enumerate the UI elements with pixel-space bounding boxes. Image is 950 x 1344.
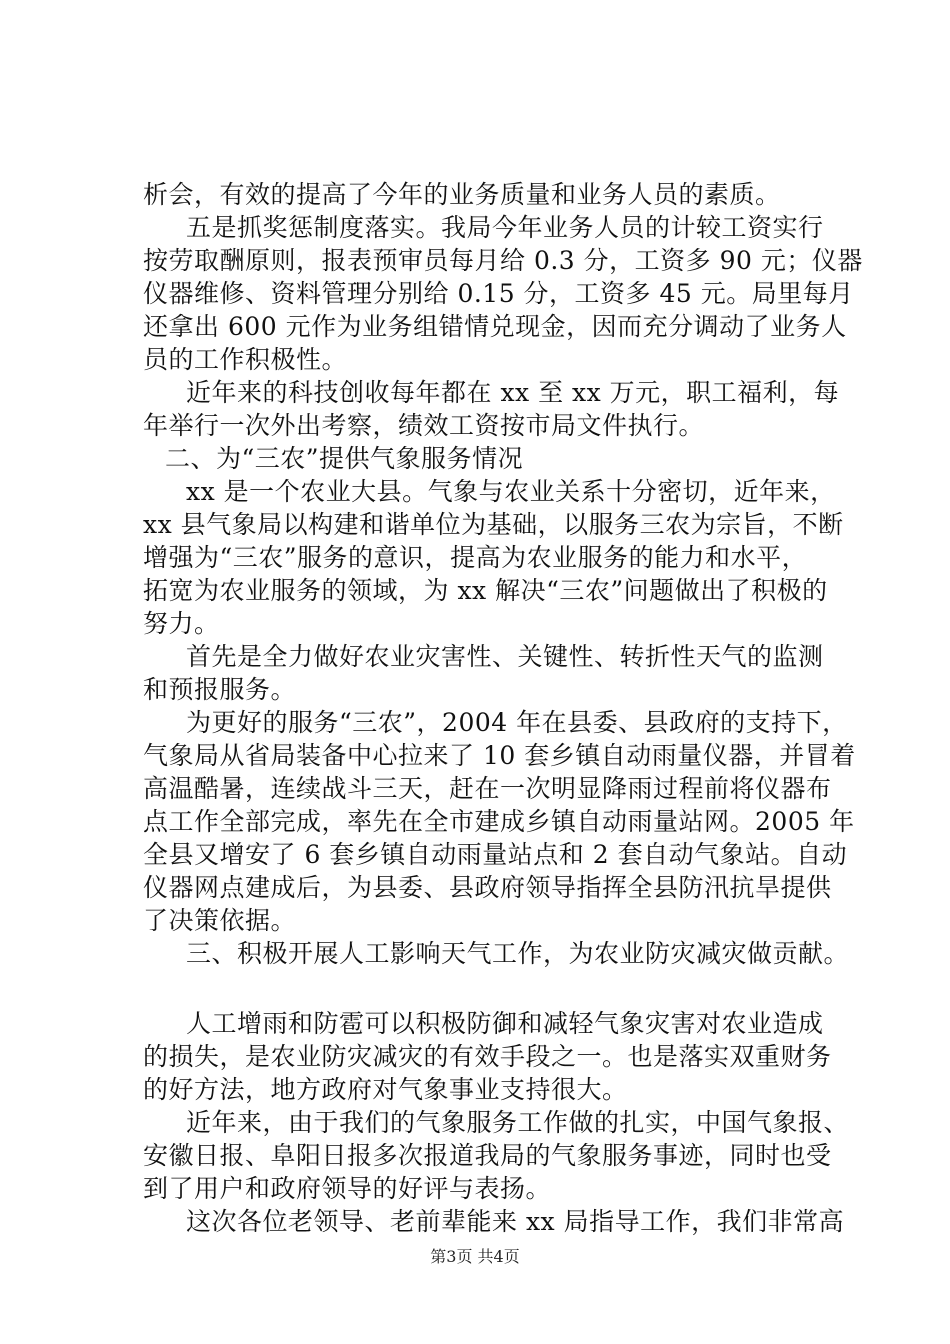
text-line: 仪器网点建成后，为县委、县政府领导指挥全县防汛抗旱提供 [143,873,832,902]
text-line: 五是抓奖惩制度落实。我局今年业务人员的计较工资实行 [186,213,824,242]
text-line: 仪器维修、资料管理分别给 0.15 分，工资多 45 元。局里每月 [143,279,854,308]
section-heading: 二、为“三农”提供气象服务情况 [165,444,524,473]
text-line: 近年来，由于我们的气象服务工作做的扎实，中国气象报、 [186,1108,850,1137]
text-line: 了决策依据。 [143,906,297,935]
text-line: xx 县气象局以构建和谐单位为基础，以服务三农为宗旨，不断 [143,510,844,539]
text-line: 这次各位老领导、老前辈能来 xx 局指导工作，我们非常高 [186,1207,845,1236]
section-heading: 三、积极开展人工影响天气工作，为农业防灾减灾做贡献。 [186,939,850,968]
text-line: xx 是一个农业大县。气象与农业关系十分密切，近年来， [186,477,836,506]
text-line: 年举行一次外出考察，绩效工资按市局文件执行。 [143,411,705,440]
text-line: 按劳取酬原则，报表预审员每月给 0.3 分，工资多 90 元；仪器 [143,246,863,275]
text-line: 到了用户和政府领导的好评与表扬。 [143,1174,552,1203]
text-line: 析会，有效的提高了今年的业务质量和业务人员的素质。 [143,180,781,209]
text-line: 全县又增安了 6 套乡镇自动雨量站点和 2 套自动气象站。自动 [143,840,848,869]
text-line: 近年来的科技创收每年都在 xx 至 xx 万元，职工福利，每 [186,378,840,407]
text-line: 的损失，是农业防灾减灾的有效手段之一。也是落实双重财务 [143,1042,832,1071]
text-line: 气象局从省局装备中心拉来了 10 套乡镇自动雨量仪器，并冒着 [143,741,856,770]
text-line: 员的工作积极性。 [143,345,348,374]
text-line: 首先是全力做好农业灾害性、关键性、转折性天气的监测 [186,642,824,671]
text-line: 和预报服务。 [143,675,297,704]
text-line: 为更好的服务“三农”，2004 年在县委、县政府的支持下， [186,708,848,737]
text-line: 点工作全部完成，率先在全市建成乡镇自动雨量站网。2005 年 [143,807,855,836]
text-line: 安徽日报、阜阳日报多次报道我局的气象服务事迹，同时也受 [143,1141,832,1170]
page-number: 第3页 共4页 [430,1247,520,1266]
text-line: 的好方法，地方政府对气象事业支持很大。 [143,1075,628,1104]
text-line: 人工增雨和防雹可以积极防御和减轻气象灾害对农业造成 [186,1009,824,1038]
text-line: 增强为“三农”服务的意识，提高为农业服务的能力和水平， [143,543,808,572]
text-line: 努力。 [143,609,220,638]
text-line: 拓宽为农业服务的领域，为 xx 解决“三农”问题做出了积极的 [143,576,828,605]
text-line: 还拿出 600 元作为业务组错情兑现金，因而充分调动了业务人 [143,312,847,341]
text-line: 高温酷暑，连续战斗三天，赶在一次明显降雨过程前将仪器布 [143,774,832,803]
